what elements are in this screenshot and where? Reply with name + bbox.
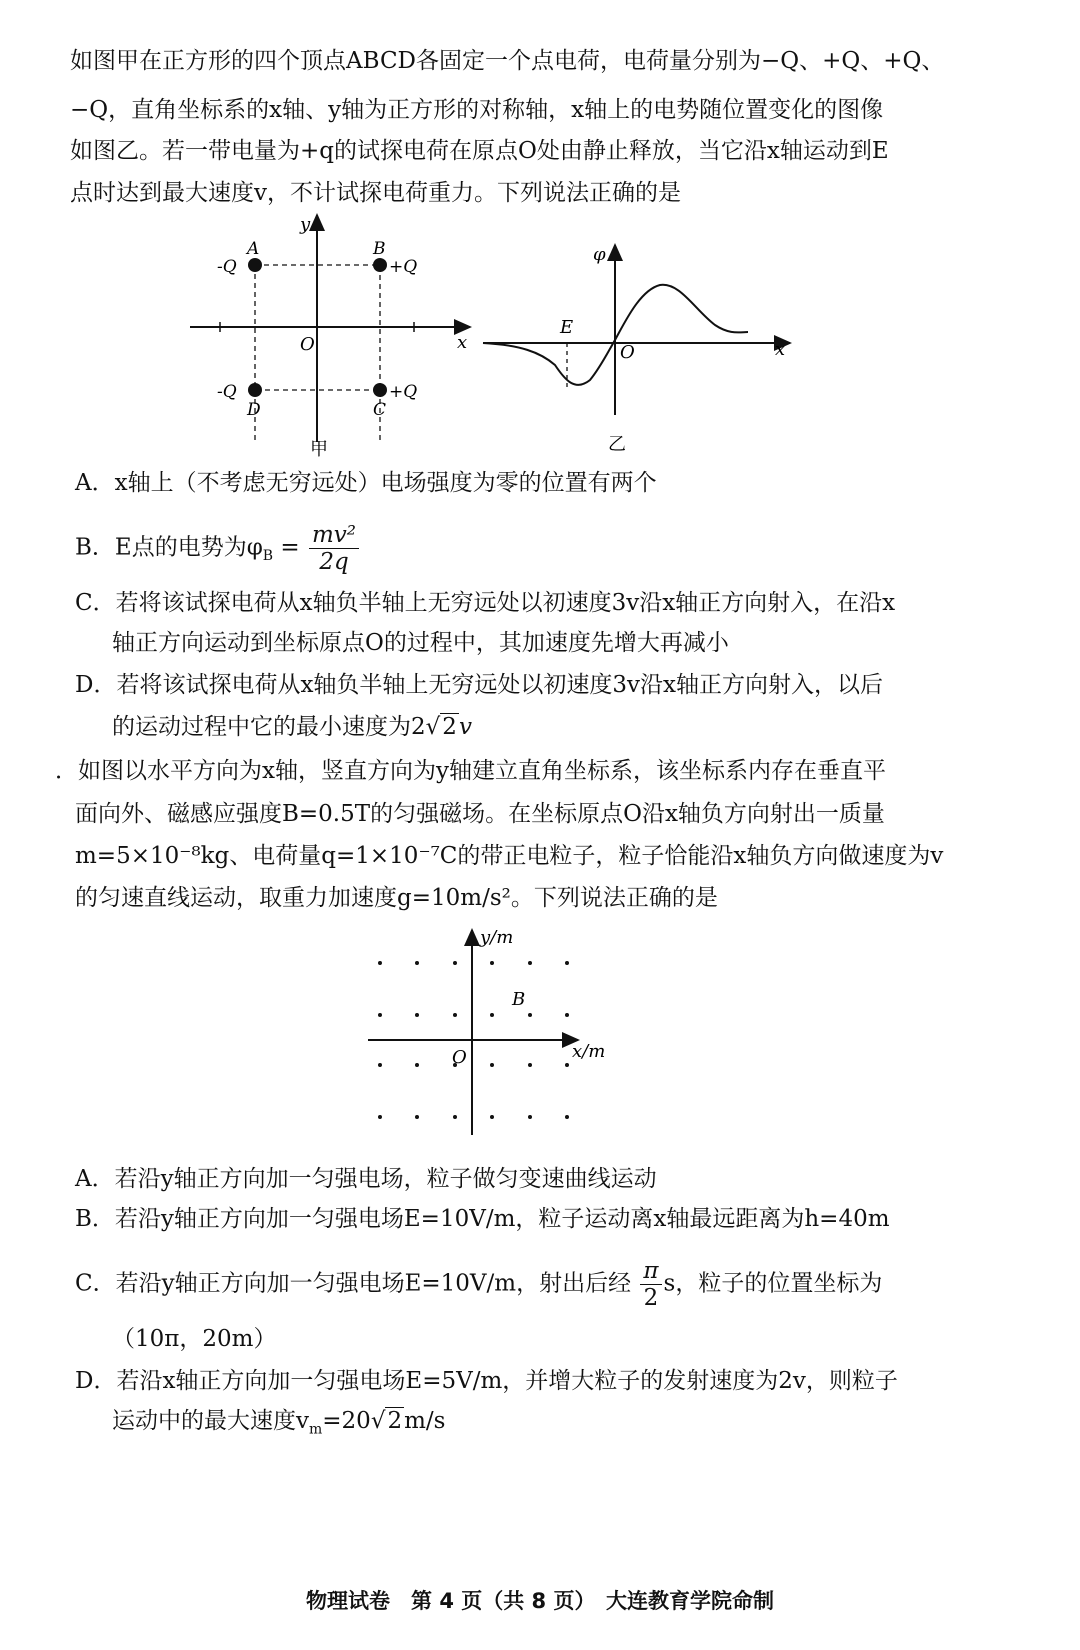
jia-caption: 甲 [310, 439, 328, 460]
yi-E-label: E [560, 317, 574, 338]
q1-option-D-v: v [458, 714, 472, 740]
q2-option-A: A．若沿y轴正方向加一匀强电场，粒子做匀变速曲线运动 [75, 1166, 657, 1192]
q1-option-B-text: B．E点的电势为φ [75, 534, 263, 561]
q2-option-B: B．若沿y轴正方向加一匀强电场E=10V/m，粒子运动离x轴最远距离为h=40m [75, 1206, 890, 1232]
charge-B-value: +Q [389, 257, 418, 277]
q2-option-D-text: 运动中的最大速度v [112, 1408, 309, 1434]
q2-option-C-text: C．若沿y轴正方向加一匀强电场E=10V/m，射出后经 [75, 1270, 632, 1297]
q2-option-D-eq: =20 [322, 1408, 371, 1434]
yi-phi-label: φ [593, 244, 606, 265]
charge-D-value: -Q [217, 382, 237, 402]
q2-option-D-line-2: 运动中的最大速度$v_m=20√2m/s$ [112, 1408, 446, 1438]
q2-option-D-sub: m [309, 1421, 323, 1438]
figure-q2 [360, 925, 630, 1150]
charge-C-value: +Q [389, 382, 418, 402]
q2-option-D-unit: m/s [404, 1408, 446, 1434]
charge-D [248, 383, 262, 397]
q2-stem-line-2: 面向外、磁感应强度B=0.5T的匀强磁场。在坐标原点O沿x轴负方向射出一质量 [75, 801, 885, 827]
q1-option-D-radicand: 2 [442, 714, 457, 740]
q1-stem-line-3: 如图乙。若一带电量为+q的试探电荷在原点O处由静止释放，当它沿x轴运动到E [70, 138, 889, 164]
q1-option-D-line-2: 的运动过程中它的最小速度为2√2v [112, 714, 472, 740]
q2-origin: O [452, 1047, 467, 1068]
charge-A-value: -Q [217, 257, 237, 277]
q2-stem-line-4: 的匀速直线运动，取重力加速度g=10m/s²。下列说法正确的是 [75, 885, 718, 911]
q2-field-label: B [512, 989, 526, 1010]
label-B: B [373, 239, 386, 259]
q1-stem-line-2: −Q，直角坐标系的x轴、y轴为正方形的对称轴，x轴上的电势随位置变化的图像 [70, 97, 884, 123]
figure-jia [185, 210, 485, 460]
q2-option-C-line-2: （10π，20m） [112, 1326, 277, 1352]
yi-x-label: x [775, 339, 786, 360]
q1-option-D-line-1: D．若将该试探电荷从x轴负半轴上无穷远处以初速度3v沿x轴正方向射入，以后 [75, 672, 884, 698]
q2-y-label: y/m [480, 927, 514, 948]
q1-option-B-num: mv² [309, 522, 359, 549]
q2-option-C-num: π [640, 1258, 661, 1285]
q1-option-A: A．x轴上（不考虑无穷远处）电场强度为零的位置有两个 [75, 470, 657, 496]
jia-y-label: y [300, 214, 311, 235]
q2-option-D-line-1: D．若沿x轴正方向加一匀强电场E=5V/m，并增大粒子的发射速度为2v，则粒子 [75, 1368, 898, 1394]
q1-stem-line-1: 如图甲在正方形的四个顶点ABCD各固定一个点电荷，电荷量分别为−Q、+Q、+Q、 [70, 48, 945, 74]
q1-option-B-sub: B [262, 548, 274, 565]
q2-stem-line-1: ．如图以水平方向为x轴，竖直方向为y轴建立直角坐标系，该坐标系内存在垂直平 [55, 758, 886, 784]
q2-option-C-fraction [640, 1258, 661, 1311]
q1-option-B: B．E点的电势为$\varphi_B$ = $\frac{\text{mv²}}{2q}$ [75, 522, 361, 577]
q2-option-D-radicand: 2 [387, 1408, 403, 1434]
q2-option-C-den: 2 [643, 1285, 659, 1311]
q2-x-label: x/m [572, 1041, 606, 1062]
label-A: A [247, 239, 260, 259]
figure-yi [480, 240, 810, 465]
label-D: D [247, 400, 261, 420]
yi-caption: 乙 [608, 434, 626, 455]
q2-option-C-line-1 [75, 1258, 882, 1311]
label-C: C [373, 400, 387, 420]
charge-C [373, 383, 387, 397]
yi-origin: O [620, 342, 635, 363]
q1-option-C-line-2: 轴正方向运动到坐标原点O的过程中，其加速度先增大再减小 [112, 630, 729, 656]
charge-A [248, 258, 262, 272]
jia-origin: O [300, 334, 315, 355]
charge-B [373, 258, 387, 272]
jia-x-label: x [457, 332, 468, 353]
q1-option-C-line-1: C．若将该试探电荷从x轴负半轴上无穷远处以初速度3v沿x轴正方向射入，在沿x [75, 590, 896, 616]
q1-option-B-fraction [309, 522, 359, 575]
q2-option-C-suffix: s，粒子的位置坐标为 [663, 1270, 883, 1297]
q1-stem-line-4: 点时达到最大速度v，不计试探电荷重力。下列说法正确的是 [70, 180, 681, 206]
q2-stem-line-3: m=5×10⁻⁸kg、电荷量q=1×10⁻⁷C的带正电粒子，粒子恰能沿x轴负方向做速度为v [75, 843, 944, 869]
q1-option-D-text: 的运动过程中它的最小速度为2 [112, 714, 426, 740]
page-footer: 物理试卷 第 4 页（共 8 页） 大连教育学院命制 [306, 1589, 774, 1613]
q1-option-B-den: 2q [319, 549, 349, 575]
